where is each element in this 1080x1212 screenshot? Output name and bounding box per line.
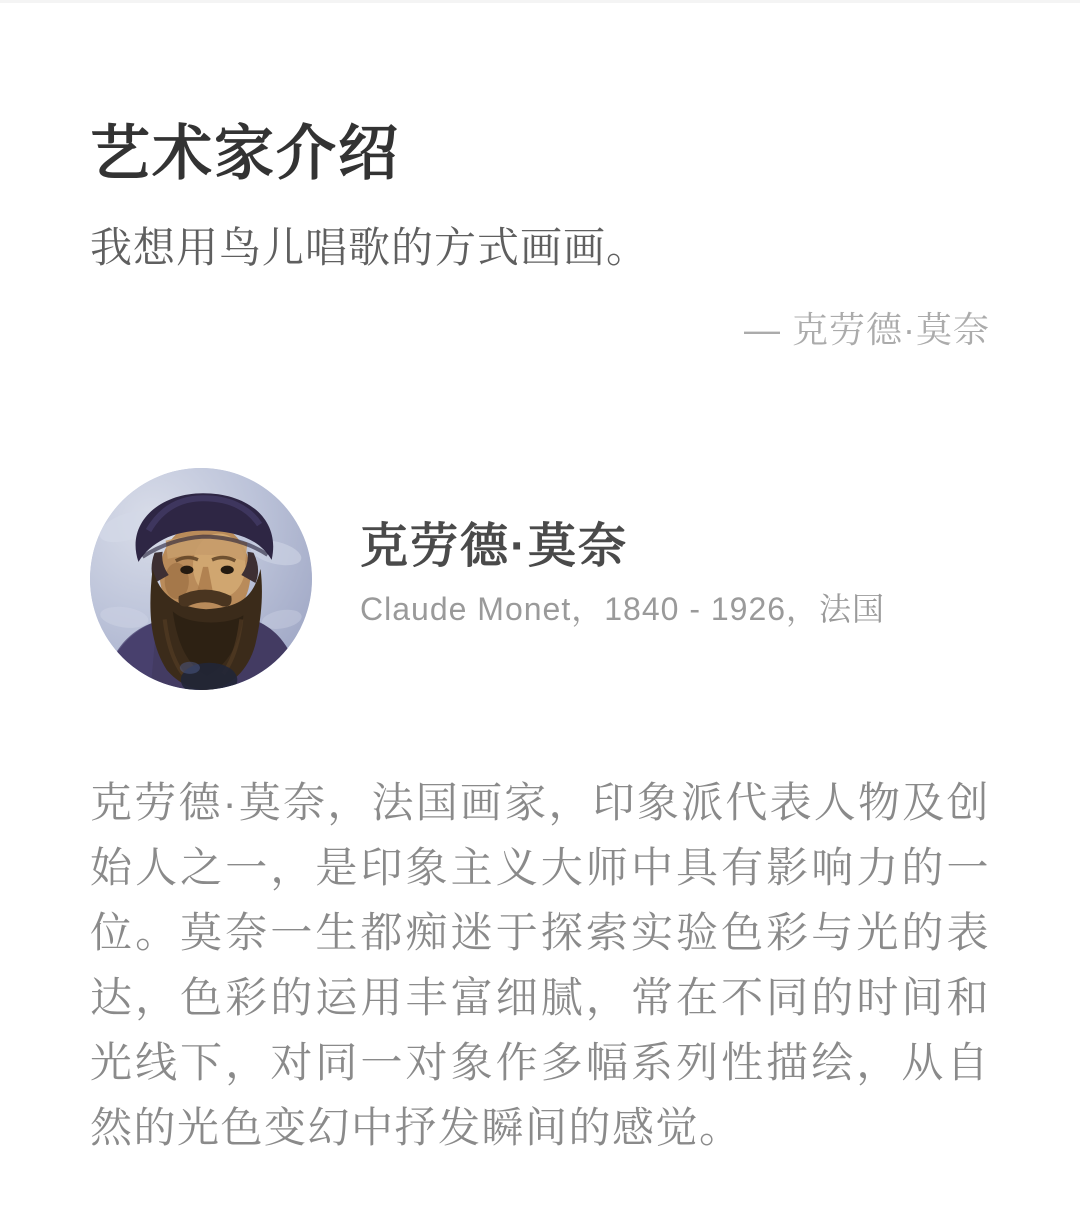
artist-bio: 克劳德·莫奈，法国画家，印象派代表人物及创始人之一，是印象主义大师中具有影响力的一位。莫奈一生都痴迷于探索实验色彩与光的表达，色彩的运用丰富细腻，常在不同的时间和光线下，对同一对象作多幅系列性描绘，从自然的光色变幻中抒发瞬间的感觉。 bbox=[90, 779, 990, 1151]
page-title: 艺术家介绍 bbox=[90, 120, 400, 187]
artist-avatar bbox=[90, 468, 312, 690]
quote-attribution: — 克劳德·莫奈 bbox=[744, 309, 990, 350]
artist-meta: Claude Monet，1840 - 1926，法国 bbox=[360, 591, 886, 627]
artist-profile-row bbox=[90, 468, 990, 690]
monet-self-portrait-illustration bbox=[90, 468, 312, 690]
artist-intro-page bbox=[0, 3, 1080, 1160]
artist-quote: 我想用鸟儿唱歌的方式画画。 bbox=[90, 224, 650, 271]
artist-name: 克劳德·莫奈 bbox=[360, 520, 628, 573]
artist-text-block bbox=[360, 519, 885, 639]
